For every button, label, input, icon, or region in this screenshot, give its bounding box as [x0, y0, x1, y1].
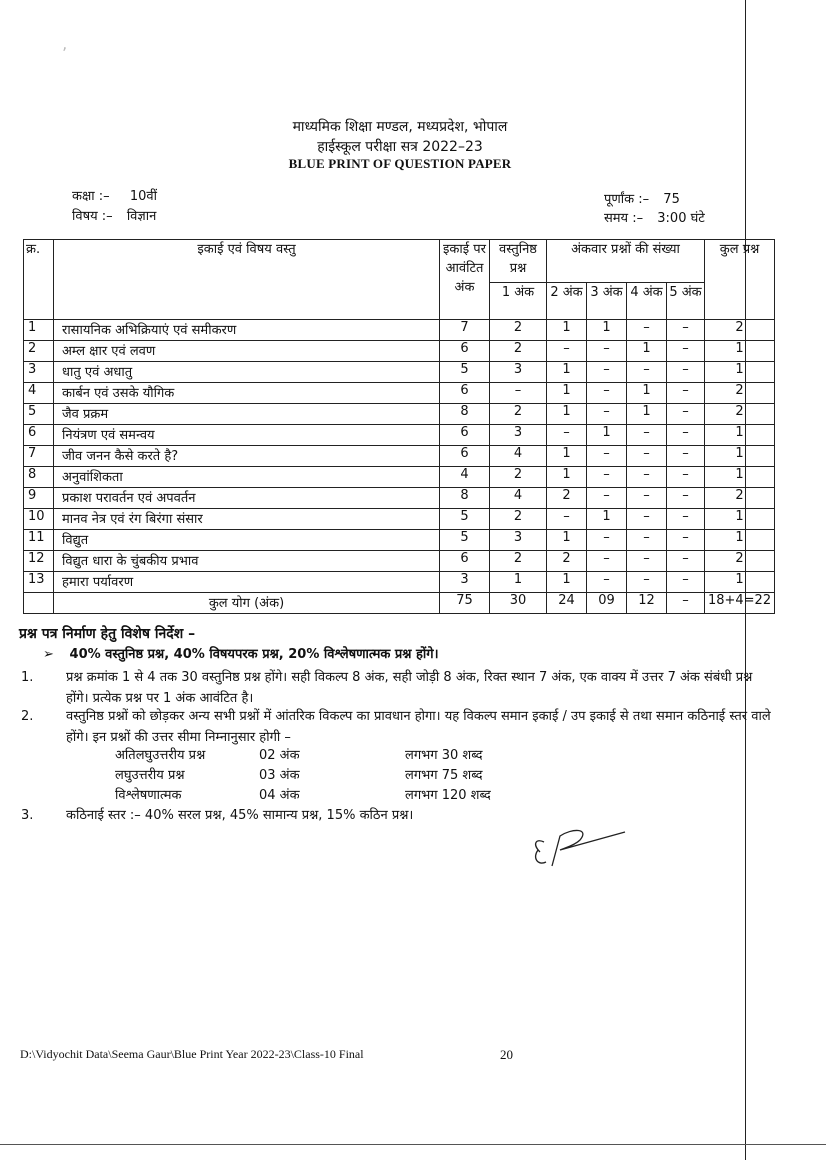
row-two-mark: 1 [547, 467, 587, 488]
bullet-text: 40% वस्तुनिष्ठ प्रश्न, 40% विषयपरक प्रश्न, 20% विश्लेषणात्मक प्रश्न होंगे। [69, 647, 439, 662]
subject-info [72, 206, 156, 224]
row-four-mark: – [627, 425, 667, 446]
time-label: समय :– [604, 211, 644, 226]
class-label: कक्षा :– [72, 189, 110, 204]
row-marks: 7 [440, 320, 490, 341]
table-row [24, 383, 775, 404]
answer-limit-row [115, 785, 525, 805]
signature [530, 822, 630, 872]
exam-session: हाईस्कूल परीक्षा सत्र 2022–23 [317, 139, 483, 155]
row-total: 1 [705, 425, 775, 446]
row-objective: 2 [490, 551, 547, 572]
row-marks: 6 [440, 446, 490, 467]
row-two-mark: 1 [547, 404, 587, 425]
time-info [604, 208, 705, 226]
row-two-mark: 1 [547, 383, 587, 404]
row-total: 1 [705, 341, 775, 362]
row-five-mark: – [667, 446, 705, 467]
row-two-mark: 1 [547, 362, 587, 383]
row-unit: जीव जनन कैसे करते है? [54, 446, 440, 467]
row-sno: 1 [24, 320, 54, 341]
row-sno: 11 [24, 530, 54, 551]
row-three-mark: – [587, 551, 627, 572]
class-value: 10वीं [129, 189, 157, 204]
row-sno: 12 [24, 551, 54, 572]
row-marks: 5 [440, 362, 490, 383]
row-three-mark: 1 [587, 425, 627, 446]
subject-label: विषय :– [72, 209, 113, 224]
row-five-mark: – [667, 404, 705, 425]
row-five-mark: – [667, 509, 705, 530]
row-five-mark: – [667, 362, 705, 383]
row-objective: 1 [490, 572, 547, 593]
row-sno: 2 [24, 341, 54, 362]
total-row-label: कुल योग (अंक) [54, 593, 440, 614]
row-five-mark: – [667, 383, 705, 404]
header-marks-allotted: इकाई पर आवंटित अंक [440, 240, 490, 320]
row-marks: 6 [440, 341, 490, 362]
row-sno: 3 [24, 362, 54, 383]
table-row [24, 509, 775, 530]
total-objective: 30 [490, 593, 547, 614]
row-three-mark: – [587, 341, 627, 362]
row-two-mark: – [547, 509, 587, 530]
table-row [24, 467, 775, 488]
row-two-mark: 2 [547, 551, 587, 572]
row-sno: 8 [24, 467, 54, 488]
row-sno: 13 [24, 572, 54, 593]
row-objective: – [490, 383, 547, 404]
row-five-mark: – [667, 530, 705, 551]
total-four-mark: 12 [627, 593, 667, 614]
row-five-mark: – [667, 341, 705, 362]
row-unit: धातु एवं अधातु [54, 362, 440, 383]
row-three-mark: – [587, 572, 627, 593]
class-info [72, 186, 157, 204]
total-questions: 18+4=22 [705, 593, 775, 614]
header-one-mark: 1 अंक [490, 283, 547, 320]
table-row [24, 320, 775, 341]
row-five-mark: – [667, 425, 705, 446]
row-two-mark: 1 [547, 572, 587, 593]
row-objective: 4 [490, 488, 547, 509]
row-two-mark: – [547, 341, 587, 362]
item-text: वस्तुनिष्ठ प्रश्नों को छोड़कर अन्य सभी प्रश्नों में आंतरिक विकल्प का प्रावधान होगा। यह विकल्प समान इकाई / उप इकाई से तथा समान कठिनाई स्तर वाले होंगे। इन प्रश्नों की उत्तर सीमा निम्नानुसार होगी – [66, 709, 771, 745]
row-marks: 5 [440, 509, 490, 530]
header-unit: इकाई एवं विषय वस्तु [54, 240, 440, 320]
row-objective: 2 [490, 320, 547, 341]
total-two-mark: 24 [547, 593, 587, 614]
row-four-mark: – [627, 488, 667, 509]
row-total: 2 [705, 383, 775, 404]
row-three-mark: 1 [587, 320, 627, 341]
blueprint-table [23, 239, 775, 614]
row-objective: 3 [490, 530, 547, 551]
table-row [24, 488, 775, 509]
row-objective: 3 [490, 362, 547, 383]
answer-limit-row [115, 765, 525, 785]
word-limit: लगभग 120 शब्द [405, 788, 491, 803]
table-row [24, 572, 775, 593]
row-objective: 3 [490, 425, 547, 446]
row-three-mark: 1 [587, 509, 627, 530]
table-row [24, 551, 775, 572]
question-marks: 04 अंक [259, 788, 300, 803]
table-body [24, 320, 775, 593]
item-text: प्रश्न क्रमांक 1 से 4 तक 30 वस्तुनिष्ठ प्रश्न होंगे। सही विकल्प 8 अंक, सही जोड़ी 8 अंक, रिक्त स्थान 7 अंक, एक वाक्य में उत्तर 7 अंक संबंधी प्रश्न होंगे। प्रत्येक प्रश्न पर 1 अंक आवंटित है। [66, 670, 753, 706]
document-title: BLUE PRINT OF QUESTION PAPER [288, 156, 512, 171]
row-three-mark: – [587, 467, 627, 488]
word-limit: लगभग 30 शब्द [405, 748, 483, 763]
row-four-mark: – [627, 572, 667, 593]
row-marks: 8 [440, 488, 490, 509]
table-row [24, 362, 775, 383]
row-five-mark: – [667, 488, 705, 509]
row-two-mark: 1 [547, 320, 587, 341]
board-name: माध्यमिक शिक्षा मण्डल, मध्यप्रदेश, भोपाल [292, 119, 508, 135]
row-unit: मानव नेत्र एवं रंग बिरंगा संसार [54, 509, 440, 530]
question-marks: 03 अंक [259, 768, 300, 783]
subject-value: विज्ञान [126, 209, 157, 224]
answer-limit-row [115, 745, 525, 765]
row-four-mark: 1 [627, 404, 667, 425]
total-five-mark: – [667, 593, 705, 614]
row-four-mark: – [627, 446, 667, 467]
total-row-sno [24, 593, 54, 614]
max-marks-info [604, 189, 680, 207]
row-objective: 2 [490, 341, 547, 362]
row-total: 1 [705, 530, 775, 551]
row-five-mark: – [667, 320, 705, 341]
instruction-item-1 [21, 667, 776, 709]
question-type: विश्लेषणात्मक [115, 788, 182, 803]
row-unit: प्रकाश परावर्तन एवं अपवर्तन [54, 488, 440, 509]
row-sno: 5 [24, 404, 54, 425]
row-five-mark: – [667, 572, 705, 593]
word-limit: लगभग 75 शब्द [405, 768, 483, 783]
row-four-mark: – [627, 320, 667, 341]
row-unit: कार्बन एवं उसके यौगिक [54, 383, 440, 404]
row-unit: विद्युत [54, 530, 440, 551]
row-total: 1 [705, 509, 775, 530]
row-marks: 6 [440, 425, 490, 446]
row-two-mark: – [547, 425, 587, 446]
table-total-row [24, 593, 775, 614]
instruction-item-2 [21, 706, 776, 748]
instruction-item-3 [21, 805, 776, 826]
row-three-mark: – [587, 488, 627, 509]
row-marks: 5 [440, 530, 490, 551]
row-objective: 4 [490, 446, 547, 467]
row-three-mark: – [587, 404, 627, 425]
table-row [24, 446, 775, 467]
row-sno: 4 [24, 383, 54, 404]
instructions-bullet [43, 644, 439, 662]
item-number: 2. [21, 709, 34, 724]
row-unit: विद्युत धारा के चुंबकीय प्रभाव [54, 551, 440, 572]
question-type: अतिलघुउत्तरीय प्रश्न [115, 748, 206, 763]
row-two-mark: 1 [547, 446, 587, 467]
row-five-mark: – [667, 551, 705, 572]
row-unit: नियंत्रण एवं समन्वय [54, 425, 440, 446]
table-row [24, 404, 775, 425]
row-unit: अनुवांशिकता [54, 467, 440, 488]
row-three-mark: – [587, 446, 627, 467]
row-total: 1 [705, 446, 775, 467]
question-marks: 02 अंक [259, 748, 300, 763]
row-unit: जैव प्रक्रम [54, 404, 440, 425]
row-four-mark: – [627, 467, 667, 488]
row-marks: 3 [440, 572, 490, 593]
header-objective: वस्तुनिष्ठ प्रश्न [490, 240, 547, 283]
row-total: 1 [705, 572, 775, 593]
row-four-mark: 1 [627, 341, 667, 362]
header-markwise: अंकवार प्रश्नों की संख्या [547, 240, 705, 283]
scan-mark: ʼ [62, 44, 68, 63]
item-number: 1. [21, 670, 34, 685]
file-path: D:\Vidyochit Data\Seema Gaur\Blue Print Year 2022-23\Class-10 Final [20, 1047, 364, 1061]
row-unit: रासायनिक अभिक्रियाएं एवं समीकरण [54, 320, 440, 341]
answer-limits-table [115, 745, 525, 805]
row-five-mark: – [667, 467, 705, 488]
header-two-mark: 2 अंक [547, 283, 587, 320]
header-total: कुल प्रश्न [705, 240, 775, 320]
row-marks: 6 [440, 383, 490, 404]
header-five-mark: 5 अंक [667, 283, 705, 320]
max-marks-value: 75 [663, 192, 680, 207]
row-total: 2 [705, 404, 775, 425]
instructions-title: प्रश्न पत्र निर्माण हेतु विशेष निर्देश – [19, 626, 196, 642]
item-number: 3. [21, 808, 34, 823]
time-value: 3:00 घंटे [657, 211, 705, 226]
row-sno: 9 [24, 488, 54, 509]
row-sno: 7 [24, 446, 54, 467]
row-four-mark: – [627, 551, 667, 572]
row-three-mark: – [587, 530, 627, 551]
row-total: 1 [705, 362, 775, 383]
row-sno: 10 [24, 509, 54, 530]
table-row [24, 530, 775, 551]
row-objective: 2 [490, 509, 547, 530]
page-number: 20 [500, 1047, 513, 1062]
row-objective: 2 [490, 467, 547, 488]
row-marks: 6 [440, 551, 490, 572]
row-two-mark: 2 [547, 488, 587, 509]
row-four-mark: – [627, 509, 667, 530]
row-sno: 6 [24, 425, 54, 446]
row-objective: 2 [490, 404, 547, 425]
table-row [24, 425, 775, 446]
max-marks-label: पूर्णांक :– [604, 192, 650, 207]
question-type: लघुउत्तरीय प्रश्न [115, 768, 185, 783]
row-total: 2 [705, 488, 775, 509]
total-marks: 75 [440, 593, 490, 614]
row-two-mark: 1 [547, 530, 587, 551]
row-three-mark: – [587, 383, 627, 404]
row-total: 2 [705, 551, 775, 572]
row-four-mark: – [627, 362, 667, 383]
row-four-mark: 1 [627, 383, 667, 404]
row-total: 1 [705, 467, 775, 488]
item-text: कठिनाई स्तर :– 40% सरल प्रश्न, 45% सामान्य प्रश्न, 15% कठिन प्रश्न। [66, 808, 414, 823]
header-sno: क्र. [24, 240, 54, 320]
header-four-mark: 4 अंक [627, 283, 667, 320]
total-three-mark: 09 [587, 593, 627, 614]
page-bottom-line [0, 1144, 826, 1145]
row-three-mark: – [587, 362, 627, 383]
row-marks: 4 [440, 467, 490, 488]
header-three-mark: 3 अंक [587, 283, 627, 320]
table-row [24, 341, 775, 362]
row-four-mark: – [627, 530, 667, 551]
arrow-bullet-icon: ➢ [43, 647, 54, 662]
row-unit: हमारा पर्यावरण [54, 572, 440, 593]
row-marks: 8 [440, 404, 490, 425]
row-total: 2 [705, 320, 775, 341]
row-unit: अम्ल क्षार एवं लवण [54, 341, 440, 362]
